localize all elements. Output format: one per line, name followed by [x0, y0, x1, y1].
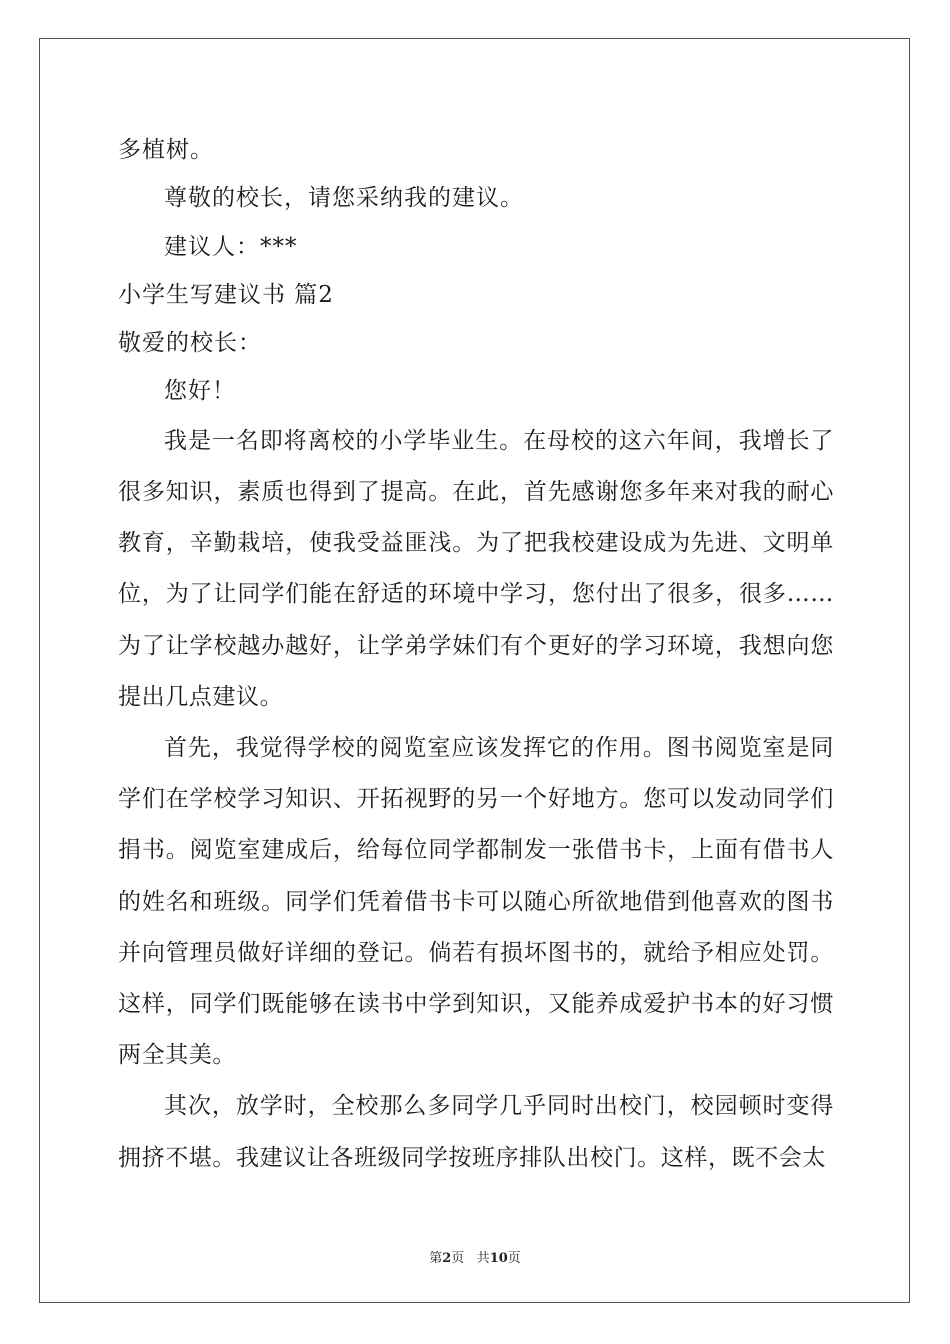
signature-line: 建议人：*** [164, 233, 298, 260]
page-suffix: 页 [451, 1251, 465, 1266]
page-footer [0, 1247, 950, 1266]
paragraph: 我是一名即将离校的小学毕业生。在母校的这六年间，我增长了很多知识，素质也得到了提高。在此，首先感谢您多年来对我的耐心教育，辛勤栽培，使我受益匪浅。为了把我校建设成为先进、文明单位，为了让同学们能在舒适的环境中学习，您付出了很多，很多……为了让学校越办越好，让学弟学妹们有个更好的学习环境，我想向您提出几点建议。 [118, 427, 834, 710]
page-prefix: 第 [429, 1251, 443, 1266]
total-suffix: 页 [507, 1251, 521, 1266]
salutation: 敬爱的校长： [118, 330, 262, 357]
total-prefix: 共 [476, 1251, 490, 1266]
text-line: 多植树。 [118, 137, 214, 163]
page-number: 2 [442, 1251, 452, 1266]
greeting: 您好！ [164, 378, 236, 405]
section-heading: 小学生写建议书 篇2 [118, 281, 334, 308]
text-line-closing: 尊敬的校长，请您采纳我的建议。 [164, 185, 524, 212]
total-pages: 10 [489, 1251, 508, 1266]
paragraph: 首先，我觉得学校的阅览室应该发挥它的作用。图书阅览室是同学们在学校学习知识、开拓视野的另一个好地方。您可以发动同学们捐书。阅览室建成后，给每位同学都制发一张借书卡，上面有借书人的姓名和班级。同学们凭着借书卡可以随心所欲地借到他喜欢的图书并向管理员做好详细的登记。倘若有损坏图书的，就给予相应处罚。这样，同学们既能够在读书中学到知识，又能养成爱护书本的好习惯两全其美。 [118, 735, 834, 1069]
paragraph: 其次，放学时，全校那么多同学几乎同时出校门，校园顿时变得拥挤不堪。我建议让各班级同学按班序排队出校门。这样，既不会太 [118, 1093, 834, 1171]
document-body [118, 126, 834, 1184]
